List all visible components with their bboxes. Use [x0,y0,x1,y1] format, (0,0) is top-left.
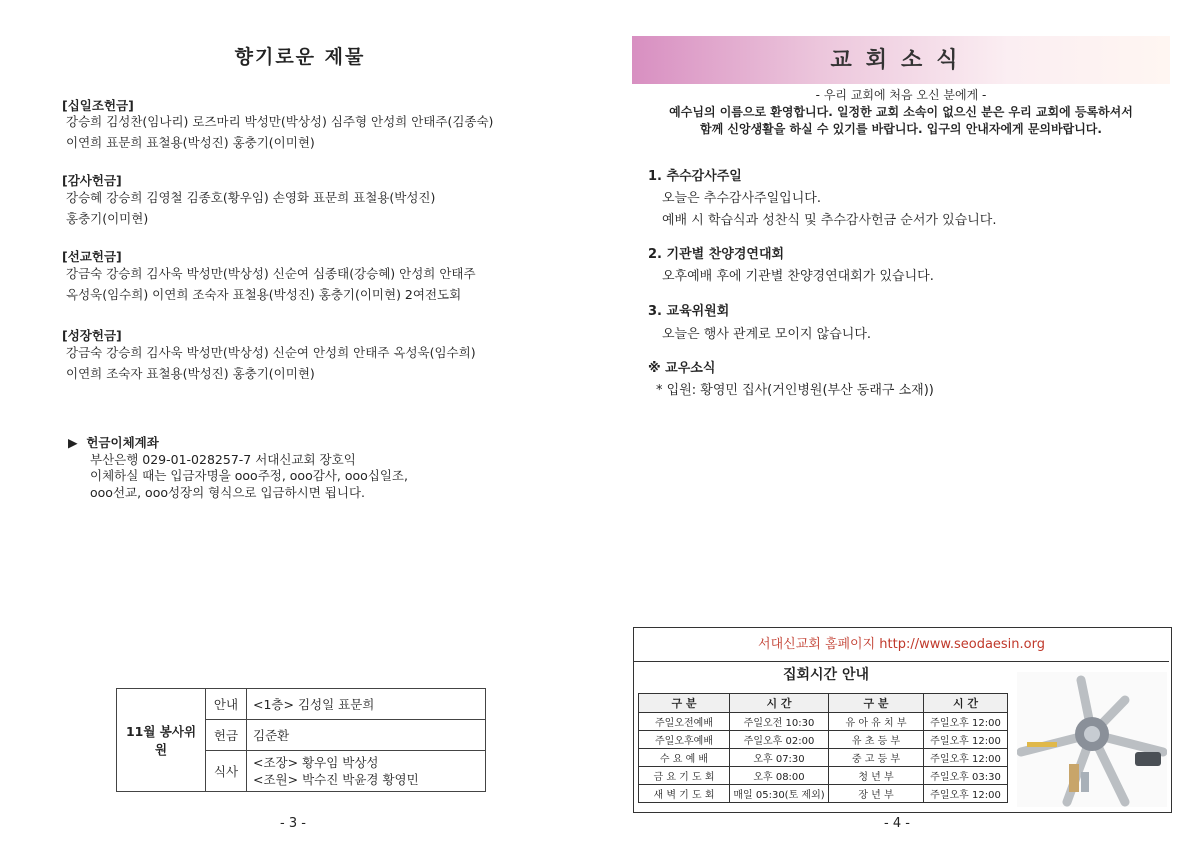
section-heading-mission: [선교헌금] [62,249,122,264]
news-heading-contest: 2. 기관별 찬양경연대회 [648,247,785,262]
schedule-row [639,749,1008,767]
text-line: 옥성욱(임수희) 이연희 조숙자 표철용(박성진) 홍충기(이미현) 2여전도회 [66,287,462,302]
triangle-icon: ▶ [68,435,78,450]
schedule-cell: 주일오후예배 [639,731,730,749]
bank-account-info [68,435,408,501]
schedule-cell: 수 요 예 배 [639,749,730,767]
schedule-cell: 주일오후 12:00 [924,749,1008,767]
duty-value: <1층> 김성일 표문희 [247,689,486,720]
schedule-cell: 주일오후 12:00 [924,731,1008,749]
section-body-growth [66,342,476,384]
text-line: 이연희 조숙자 표철용(박성진) 홍충기(이미현) [66,366,315,381]
page-number-right: - 4 - [884,816,910,831]
schedule-cell: 새 벽 기 도 회 [639,785,730,803]
schedule-cell: 주일오후 12:00 [924,785,1008,803]
news-line: 예배 시 학습식과 성찬식 및 추수감사헌금 순서가 있습니다. [662,213,997,228]
section-heading-growth: [성장헌금] [62,328,122,343]
schedule-header: 구 분 [639,694,730,713]
text-line: 강승혜 강승희 김영철 김종호(황우임) 손영화 표문희 표철용(박성진) [66,190,436,205]
schedule-cell: 청 년 부 [829,767,924,785]
schedule-cell: 금 요 기 도 회 [639,767,730,785]
news-line: 오후예배 후에 기관별 찬양경연대회가 있습니다. [662,269,934,284]
news-heading-members: ※ 교우소식 [648,361,716,376]
text-line: 홍충기(이미현) [66,211,149,226]
welcome-heading: - 우리 교회에 처음 오신 분에게 - [815,88,987,102]
duty-line: <조원> 박수진 박윤경 황영민 [253,772,419,787]
account-line: 부산은행 029-01-028257-7 서대신교회 장호익 [90,451,356,467]
schedule-header: 시 간 [730,694,829,713]
page-title-offerings: 향기로운 제물 [234,46,366,68]
schedule-cell: 주일오전 10:30 [730,713,829,731]
account-heading-text: 헌금이체계좌 [86,435,159,450]
meeting-times-title: 집회시간 안내 [782,667,870,683]
news-heading-education: 3. 교육위원회 [648,304,730,319]
text-line: 이연희 표문희 표철용(박성진) 홍충기(이미현) [66,135,315,150]
schedule-cell: 주일오후 12:00 [924,713,1008,731]
account-line: 이체하실 때는 입금자명을 ooo주정, ooo감사, ooo십일조, [90,468,408,483]
duty-value [247,751,486,792]
duty-role: 안내 [206,689,247,720]
news-heading-thanksgiving: 1. 추수감사주일 [648,169,742,184]
section-body-tithe [66,111,493,153]
section-body-thanks [66,187,435,229]
schedule-cell: 오후 07:30 [730,749,829,767]
duty-label: 11월 봉사위원 [117,689,206,792]
duty-value: 김준환 [247,720,486,751]
schedule-header: 시 간 [924,694,1008,713]
welcome-line: 함께 신앙생활을 하실 수 있기를 바랍니다. 입구의 안내자에게 문의바랍니다. [700,122,1102,136]
schedule-cell: 주일오후 03:30 [924,767,1008,785]
schedule-cell: 장 년 부 [829,785,924,803]
text-line: 강승희 김성찬(임나리) 로즈마리 박성만(박상성) 심주형 안성희 안태주(김종숙) [66,114,494,129]
schedule-cell: 주일오후 02:00 [730,731,829,749]
duty-line: <조장> 황우임 박상성 [253,755,379,770]
duty-role: 헌금 [206,720,247,751]
section-body-mission [66,263,476,305]
text-line: 강금숙 강승희 김사욱 박성만(박상성) 신순여 심종태(강승혜) 안성희 안태주 [66,266,476,281]
schedule-row [639,731,1008,749]
news-line: 오늘은 추수감사주일입니다. [662,191,821,206]
schedule-cell: 유 초 등 부 [829,731,924,749]
schedule-cell: 매일 05:30(토 제외) [730,785,829,803]
schedule-cell: 유 아 유 치 부 [829,713,924,731]
welcome-line: 예수님의 이름으로 환영합니다. 일정한 교회 소속이 없으신 분은 우리 교회에 등록하셔서 [669,105,1133,119]
news-line: 오늘은 행사 관계로 모이지 않습니다. [662,327,872,342]
schedule-row [639,767,1008,785]
section-heading-tithe: [십일조헌금] [62,98,134,113]
schedule-header: 구 분 [829,694,924,713]
schedule-table [638,693,1008,803]
account-line: ooo선교, ooo성장의 형식으로 입금하시면 됩니다. [90,484,366,500]
homepage-link[interactable]: 서대신교회 홈페이지 http://www.seodaesin.org [634,628,1169,662]
location-map-image [1017,672,1167,807]
page-number-left: - 3 - [280,816,306,831]
church-news-banner: 교회소식 [632,36,1170,84]
news-line: * 입원: 황영민 집사(거인병원(부산 동래구 소재)) [656,383,934,398]
schedule-cell: 중 고 등 부 [829,749,924,767]
schedule-row [639,713,1008,731]
text-line: 강금숙 강승희 김사욱 박성만(박상성) 신순여 안성희 안태주 옥성욱(임수희) [66,345,476,360]
schedule-cell: 오후 08:00 [730,767,829,785]
schedule-cell: 주일오전예배 [639,713,730,731]
duty-role: 식사 [206,751,247,792]
account-heading [68,435,408,452]
schedule-row [639,785,1008,803]
section-heading-thanks: [감사헌금] [62,173,122,188]
duty-table [116,688,486,792]
